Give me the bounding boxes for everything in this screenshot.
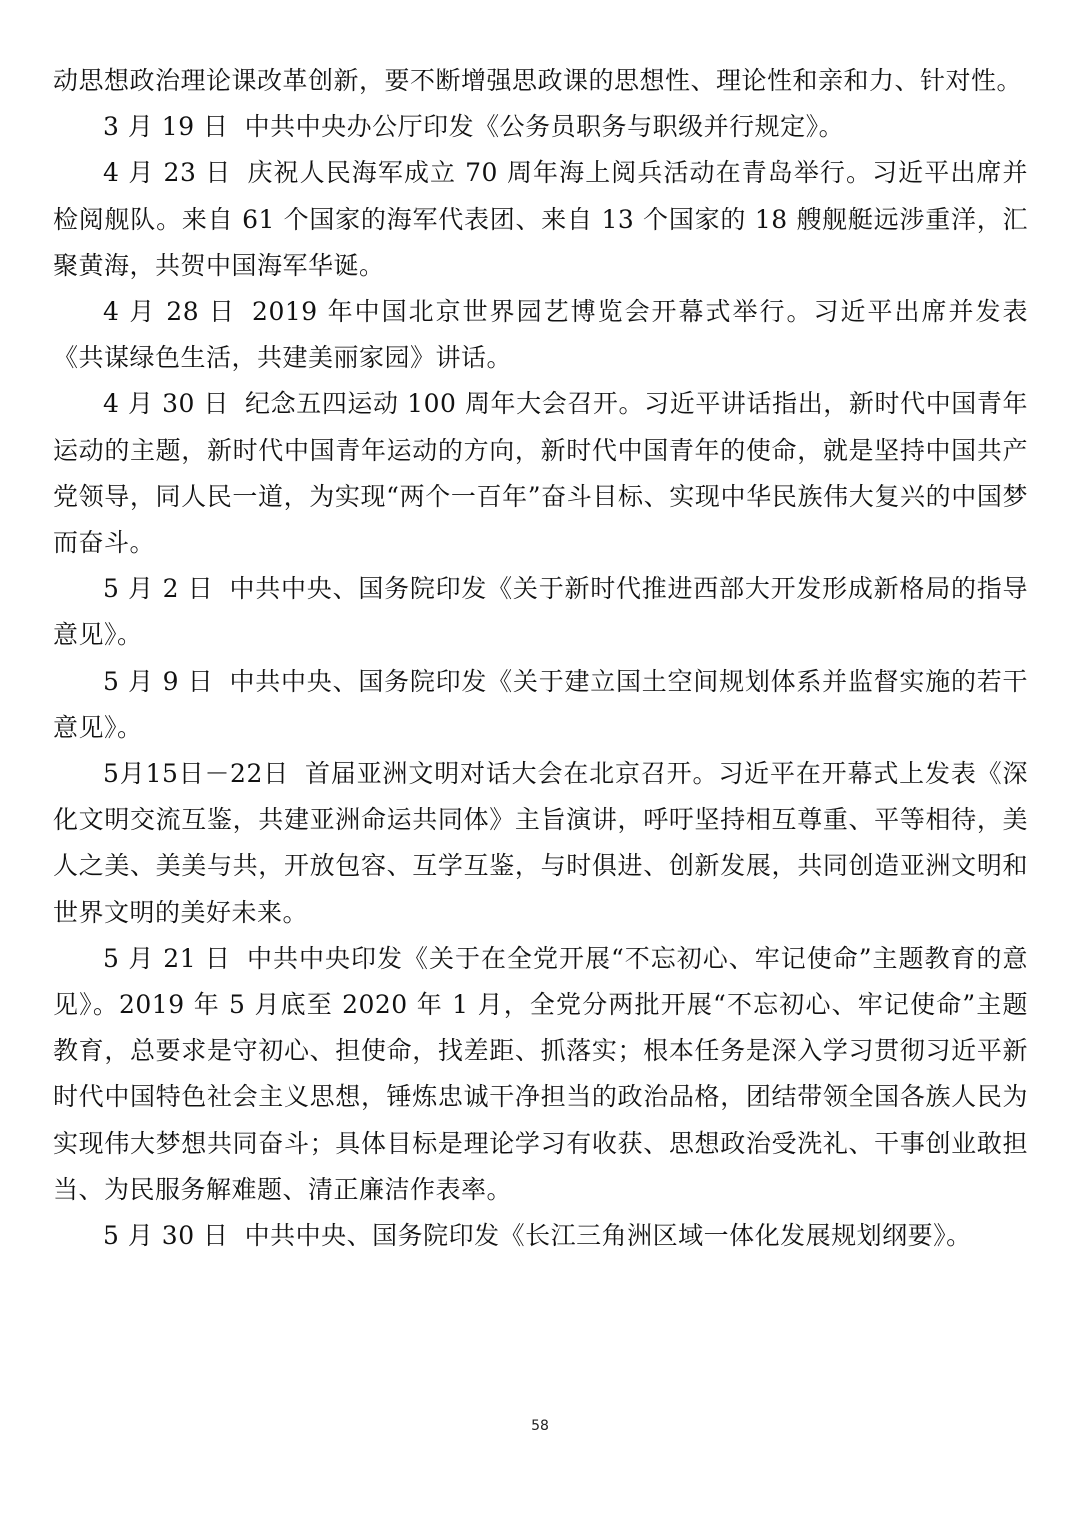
page-number: 58 — [531, 1418, 549, 1434]
chronicle-entry — [53, 104, 1028, 150]
chronicle-entry — [53, 381, 1028, 566]
entry-date: 5 月 9 日 — [103, 666, 214, 696]
entry-date: 4 月 30 日 — [103, 389, 230, 419]
entry-date: 5 月 30 日 — [103, 1221, 229, 1251]
entry-date: 4 月 28 日 — [103, 297, 237, 327]
entry-date: 5 月 2 日 — [103, 574, 214, 604]
document-body — [53, 58, 1028, 1259]
chronicle-entry — [53, 566, 1028, 658]
entry-text: 中共中央、国务院印发《关于新时代推进西部大开发形成新格局的指导意见》。 — [53, 574, 1028, 650]
entry-text: 纪念五四运动 100 周年大会召开。习近平讲话指出，新时代中国青年运动的主题，新时代中国青年运动的方向，新时代中国青年的使命，就是坚持中国共产党领导，同人民一道，为实现“两个一百年”奋斗目标、实现中华民族伟大复兴的中国梦而奋斗。 — [53, 389, 1028, 558]
entry-text: 中共中央、国务院印发《关于建立国土空间规划体系并监督实施的若干意见》。 — [53, 666, 1028, 742]
chronicle-entry — [53, 751, 1028, 936]
entry-text: 2019 年中国北京世界园艺博览会开幕式举行。习近平出席并发表《共谋绿色生活，共建美丽家园》讲话。 — [53, 297, 1029, 373]
entry-text: 庆祝人民海军成立 70 周年海上阅兵活动在青岛举行。习近平出席并检阅舰队。来自 61 个国家的海军代表团、来自 13 个国家的 18 艘舰艇远涉重洋，汇聚黄海，共贺中国海军华诞。 — [53, 158, 1028, 280]
entry-text: 中共中央办公厅印发《公务员职务与职级并行规定》。 — [244, 112, 845, 142]
chronicle-entry — [53, 659, 1028, 751]
continuation-paragraph: 动思想政治理论课改革创新，要不断增强思政课的思想性、理论性和亲和力、针对性。 — [53, 66, 1023, 95]
entry-date: 5月15日－22日 — [103, 759, 290, 789]
entry-date: 4 月 23 日 — [103, 158, 232, 188]
entry-text: 中共中央印发《关于在全党开展“不忘初心、牢记使命”主题教育的意见》。2019 年 5 月底至 2020 年 1 月，全党分两批开展“不忘初心、牢记使命”主题教育，总要求是守初心、担使命，找差距、抓落实；根本任务是深入学习贯彻习近平新时代中国特色社会主义思想，锤炼忠诚干净担当的政治品格，团结带领全国各族人民为实现伟大梦想共同奋斗；具体目标是理论学习有收获、思想政治受洗礼、干事创业敢担当、为民服务解难题、清正廉洁作表率。 — [53, 943, 1028, 1204]
chronicle-entry — [53, 150, 1028, 289]
entry-text: 中共中央、国务院印发《长江三角洲区域一体化发展规划纲要》。 — [244, 1221, 972, 1251]
entry-text: 首届亚洲文明对话大会在北京召开。习近平在开幕式上发表《深化文明交流互鉴，共建亚洲命运共同体》主旨演讲，呼吁坚持相互尊重、平等相待，美人之美、美美与共，开放包容、互学互鉴，与时俱进、创新发展，共同创造亚洲文明和世界文明的美好未来。 — [53, 759, 1028, 927]
chronicle-entry — [53, 289, 1028, 381]
entry-date: 3 月 19 日 — [103, 112, 229, 142]
chronicle-entry — [53, 936, 1028, 1213]
entry-date: 5 月 21 日 — [103, 943, 232, 973]
chronicle-entry — [53, 1213, 1028, 1259]
